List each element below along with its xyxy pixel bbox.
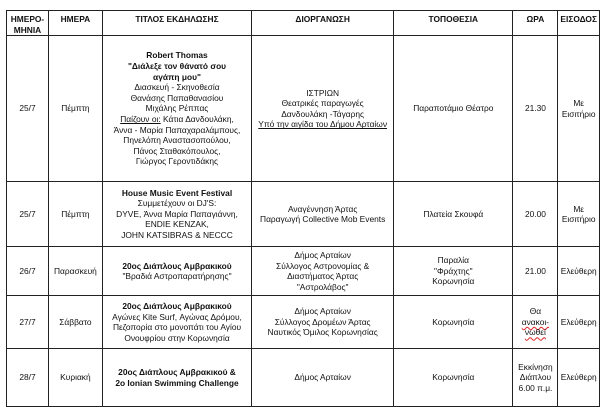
header-day: ΗΜΕΡΑ: [48, 11, 102, 36]
title-bold-line: 20ος Διάπλους Αμβρακικού: [122, 260, 232, 271]
entry-line: Εισιτήριο: [561, 214, 596, 225]
cell-day: Πέμπτη: [48, 182, 102, 247]
cell-location: Παραποτάμιο Θέατρο: [394, 36, 513, 182]
title-line: ENDIE KENZAK,: [145, 219, 209, 230]
cell-entry: [558, 182, 600, 247]
cell-title: [102, 349, 251, 407]
time-line: Εκκίνηση: [518, 361, 553, 372]
cell-organizer: [252, 296, 394, 349]
cast-line: Άννα - Μαρία Παπαχαραλάμπους,: [113, 124, 241, 135]
header-title: ΤΙΤΛΟΣ ΕΚΔΗΛΩΣΗΣ: [102, 11, 251, 36]
organizer-line: Διαστήματος Άρτας: [287, 271, 359, 282]
title-line: Συμμετέχουν οι DJ'S:: [137, 198, 217, 209]
cell-title: [102, 36, 251, 182]
cell-entry: Ελεύθερη: [558, 247, 600, 296]
title-line: Μιχάλης Ρέππας: [145, 103, 209, 114]
time-line: 6.00 π.μ.: [518, 382, 553, 393]
cell-organizer: [252, 247, 394, 296]
organizer-line: Σύλλογος Αστρονομίας &: [276, 260, 370, 271]
entry-line: Με: [573, 98, 585, 109]
cell-time: 21.00: [513, 247, 558, 296]
header-time: ΩΡΑ: [513, 11, 558, 36]
organizer-line: "Αστρολάβος": [296, 281, 349, 292]
cell-time: [513, 296, 558, 349]
cell-day: Πέμπτη: [48, 36, 102, 182]
cell-location: Κορωνησία: [394, 349, 513, 407]
organizer-line: ΙΣΤΡΙΩΝ: [306, 87, 340, 98]
cell-title: [102, 182, 251, 247]
cell-title: [102, 296, 251, 349]
cell-date: 25/7: [7, 36, 49, 182]
table-row: [7, 182, 600, 247]
title-line: Πεζοπορία στο μονοπάτι του Αγίου: [112, 322, 242, 333]
title-line: Θανάσης Παπαθανασίου: [130, 92, 224, 103]
time-line: νωθεί: [524, 327, 546, 338]
title-line: DYVE, Άννα Μαρία Παπαγιάννη,: [116, 208, 238, 219]
organizer-line: Δήμος Αρταίων: [294, 250, 351, 260]
cell-location: [394, 247, 513, 296]
cast-line: [105, 114, 249, 125]
header-date: ΗΜΕΡΟ-ΜΗΝΙΑ: [7, 11, 49, 36]
organizer-patronage: Υπό την αιγίδα του Δήμου Αρταίων: [258, 119, 388, 130]
cell-time: 21.30: [513, 36, 558, 182]
table-row: [7, 349, 600, 407]
cell-entry: [558, 36, 600, 182]
cell-date: 26/7: [7, 247, 49, 296]
organizer-line: Ναυτικός Όμιλος Κορωνησίας: [267, 327, 378, 338]
organizer-line: Παραγωγή Collective Mob Events: [260, 214, 386, 225]
entry-line: Με: [573, 203, 585, 214]
cell-entry: Ελεύθερη: [558, 296, 600, 349]
cell-day: Παρασκευή: [48, 247, 102, 296]
time-line: Διάπλου: [519, 372, 552, 383]
table-row: [7, 247, 600, 296]
cell-day: Σάββατο: [48, 296, 102, 349]
cell-title: [102, 247, 251, 296]
cast-line: Γιώργος Γεροντιδάκης: [135, 156, 219, 167]
cell-organizer: Δήμος Αρταίων: [252, 349, 394, 407]
cell-time: [513, 349, 558, 407]
cell-location: Κορωνησία: [394, 296, 513, 349]
title-line: JOHN KATSIBRAS & NECCC: [121, 230, 233, 241]
entry-line: Εισιτήριο: [561, 108, 596, 119]
organizer-line: Δανδουλάκη -Τάγαρης: [281, 108, 365, 119]
table-header-row: [7, 11, 600, 36]
title-line: Διασκευή - Σκηνοθεσία: [134, 82, 220, 93]
cast-line: Πάνος Σταθακόπουλος,: [133, 145, 221, 156]
location-line: Κορωνησία: [432, 276, 475, 287]
title-bold-line: 20ος Διάπλους Αμβρακικού: [122, 301, 232, 311]
title-bold-line: Robert Thomas: [146, 50, 208, 61]
title-line: "Βραδιά Αστροπαρατήρησης": [122, 271, 232, 282]
cast-name: Κάτια Δανδουλάκη,: [163, 113, 234, 124]
title-bold-line: 20ος Διάπλους Αμβρακικού &: [118, 367, 236, 378]
cell-organizer: [252, 36, 394, 182]
table-row: [7, 36, 600, 182]
title-bold-line: 2ο Ionian Swimming Challenge: [115, 377, 239, 388]
header-entry: ΕΙΣΟΔΟΣ: [558, 11, 600, 36]
organizer-line: Αναγέννηση Άρτας: [287, 203, 358, 214]
cell-date: 28/7: [7, 349, 49, 407]
cell-date: 25/7: [7, 182, 49, 247]
cell-day: Κυριακή: [48, 349, 102, 407]
location-line: Παραλία: [437, 255, 470, 266]
header-location: ΤΟΠΟΘΕΣΙΑ: [394, 11, 513, 36]
table-row: [7, 296, 600, 349]
cell-entry: Ελεύθερη: [558, 349, 600, 407]
cell-time: 20.00: [513, 182, 558, 247]
cell-organizer: [252, 182, 394, 247]
location-line: "Φράχτης": [434, 265, 473, 276]
cell-location: Πλατεία Σκουφά: [394, 182, 513, 247]
cast-line: Πηνελόπη Αναστασοπούλου,: [123, 135, 231, 146]
title-line: Αγώνες Kite Surf, Αγώνας Δρόμου,: [112, 311, 242, 322]
time-line: ανακοι-: [521, 316, 550, 327]
title-line: Ονουφρίου στην Κορωνησία: [124, 332, 230, 343]
time-line: Θα: [529, 306, 542, 317]
organizer-line: Θεατρικές παραγωγές: [281, 98, 364, 109]
header-organizer: ΔΙΟΡΓΑΝΩΣΗ: [252, 11, 394, 36]
cast-label: Παίζουν οι:: [120, 113, 161, 124]
title-bold-line: House Music Event Festival: [121, 187, 233, 198]
title-bold-line: αγάπη μου": [153, 71, 201, 82]
cell-date: 27/7: [7, 296, 49, 349]
organizer-line: Δήμος Αρταίων: [294, 306, 351, 317]
title-bold-line: "Διάλεξε τον θάνατό σου: [127, 61, 227, 72]
events-schedule-table: [6, 10, 600, 407]
organizer-line: Σύλλογος Δρομέων Άρτας: [274, 316, 371, 327]
